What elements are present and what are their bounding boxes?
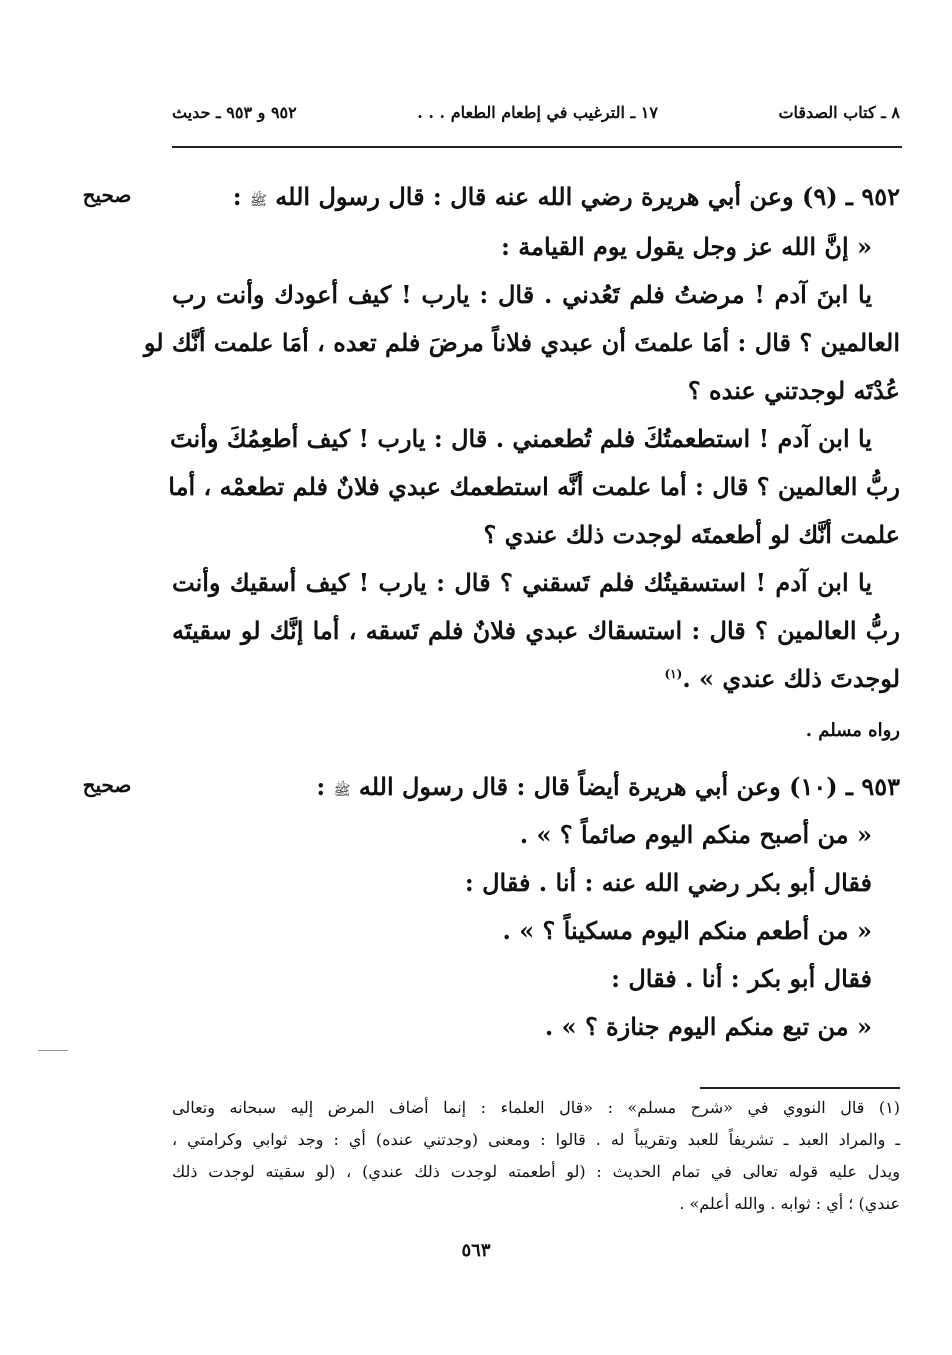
hadith-952-intro-colon: : [232,182,242,211]
hadith-953-line: « من أطعم منكم اليوم مسكيناً ؟ » . [502,916,872,945]
hadith-952-line: يا ابنَ آدم ! مرضتُ فلم تَعُدني . قال : يارب ! كيف أعودك وأنت رب [172,280,872,309]
salla-symbol: ﷺ [333,783,351,799]
hadith-953-line: « من أصبح منكم اليوم صائماً ؟ » . [519,820,872,849]
hadith-952-last-line [664,664,900,693]
hadith-952-line: عُدْتَه لوجدتني عنده ؟ [687,376,900,405]
hadith-952-intro-text: ٩٥٢ ـ (٩) وعن أبي هريرة رضي الله عنه قال : قال رسول الله [275,182,900,211]
hadith-952-source: رواه مسلم . [805,720,900,741]
hadith-953-intro-colon: : [316,772,326,801]
header-hadith-range: ٩٥٢ و ٩٥٣ ـ حديث [172,102,297,122]
hadith-953-intro [316,772,900,802]
hadith-953-line: فقال أبو بكر رضي الله عنه : أنا . فقال : [464,868,872,897]
hadith-952-grade: صحيح [82,183,132,207]
running-header [172,98,900,126]
hadith-952-intro [233,182,900,212]
margin-scan-mark [38,1050,68,1051]
hadith-953-line: « من تبع منكم اليوم جنازة ؟ » . [544,1012,872,1041]
header-chapter-title: ١٧ ـ الترغيب في إطعام الطعام . . . [417,102,658,122]
hadith-953-intro-text: ٩٥٣ ـ (١٠) وعن أبي هريرة أيضاً قال : قال رسول الله [358,772,900,801]
hadith-952-line: علمت أنَّك لو أطعمتَه لوجدت ذلك عندي ؟ [483,520,900,549]
hadith-953-grade: صحيح [82,773,132,797]
salla-symbol: ﷺ [250,193,267,209]
footnote-line: (١) قال النووي في «شرح مسلم» : «قال العلماء : إنما أضاف المرض إليه سبحانه وتعالى [172,1098,900,1117]
hadith-952-line: يا ابن آدم ! استسقيتُك فلم تَسقني ؟ قال : يارب ! كيف أسقيك وأنت [172,568,872,597]
hadith-952-line: العالمين ؟ قال : أمَا علمتَ أن عبدي فلاناً مرضَ فلم تعده ، أمَا علمت أنَّك لو [143,328,900,357]
hadith-952-line: يا ابن آدم ! استطعمتُكَ فلم تُطعمني . قال : يارب ! كيف أطعِمُكَ وأنتَ [169,424,872,453]
hadith-952-line: « إنَّ الله عز وجل يقول يوم القيامة : [501,232,872,261]
header-book-title: ٨ ـ كتاب الصدقات [778,102,900,122]
hadith-952-last-line-text: لوجدتَ ذلك عندي » . [682,664,900,693]
footnote-divider [700,1087,900,1089]
footnote-line: ـ والمراد العبد ـ تشريفاً للعبد وتقريباً له . قالوا : ومعنى (وجدتني عنده) أي : وجد ثوابي وكرامتي ، [172,1130,901,1149]
header-divider [172,146,902,148]
footnote-reference: (١) [664,667,683,681]
footnote-line: عندي) ؛ أي : ثوابه . والله أعلم» . [679,1194,900,1213]
hadith-953-line: فقال أبو بكر : أنا . فقال : [611,964,872,993]
hadith-952-line: ربُّ العالمين ؟ قال : أما علمت أنَّه استطعمك عبدي فلانٌ فلم تطعمْه ، أما [168,472,900,501]
hadith-952-line: ربُّ العالمين ؟ قال : استسقاك عبدي فلانٌ فلم تَسقه ، أما إنَّك لو سقيتَه [172,616,900,645]
page-number: ٥٦٣ [461,1240,491,1261]
footnote-line: ويدل عليه قوله تعالى في تمام الحديث : (لو أطعمته لوجدت ذلك عندي) ، (لو سقيته لوجدت ذلك [172,1162,900,1181]
